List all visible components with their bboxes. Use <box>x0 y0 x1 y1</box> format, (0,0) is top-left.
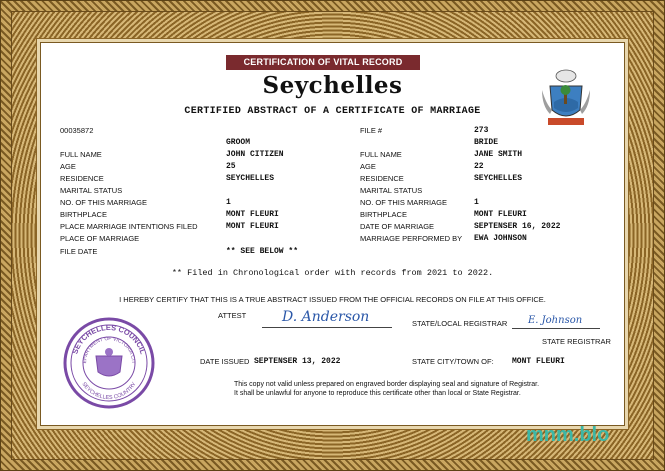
groom-label: FULL NAME <box>60 150 102 159</box>
town-value: MONT FLEURI <box>512 357 565 366</box>
bride-heading: BRIDE <box>474 138 499 147</box>
town-label: STATE CITY/TOWN OF: <box>412 357 494 366</box>
certificate-heading: CERTIFIED ABSTRACT OF A CERTIFICATE OF MARRIAGE <box>184 106 481 117</box>
file-value: 273 <box>474 126 489 135</box>
bride-label: MARRIAGE PERFORMED BY <box>360 234 463 243</box>
groom-value: MONT FLEURI <box>226 222 279 231</box>
groom-value: MONT FLEURI <box>226 210 279 219</box>
seal-outer-text: SEYCHELLES COUNCIL <box>70 322 148 356</box>
groom-value: 1 <box>226 198 231 207</box>
local-registrar-label: STATE/LOCAL REGISTRAR <box>412 319 508 328</box>
groom-value: ** SEE BELOW ** <box>226 247 299 256</box>
groom-value: JOHN CITIZEN <box>226 150 284 159</box>
chronological-note: ** Filed in Chronological order with records from 2021 to 2022. <box>171 268 494 278</box>
certification-banner: CERTIFICATION OF VITAL RECORD <box>226 55 420 70</box>
bride-label: BIRTHPLACE <box>360 210 407 219</box>
certificate-number: 00035872 <box>60 126 94 135</box>
state-signature: E. Johnson <box>528 315 583 326</box>
country-title: Seychelles <box>262 72 403 99</box>
bride-value: MONT FLEURI <box>474 210 527 219</box>
bride-value: JANE SMITH <box>474 150 523 159</box>
bride-value: EWA JOHNSON <box>474 234 527 243</box>
date-issued-label: DATE ISSUED <box>200 357 250 366</box>
certification-statement: I HEREBY CERTIFY THAT THIS IS A TRUE ABSTRACT ISSUED FROM THE OFFICIAL RECORDS ON FILE AT THIS OFFICE. <box>119 295 546 304</box>
coat-of-arms-icon <box>540 68 592 130</box>
groom-label: PLACE MARRIAGE INTENTIONS FILED <box>60 222 198 231</box>
bride-value: 1 <box>474 198 479 207</box>
bride-value: SEPTENSER 16, 2022 <box>474 222 561 231</box>
bride-value: 22 <box>474 162 484 171</box>
groom-label: RESIDENCE <box>60 174 104 183</box>
bride-label: DATE OF MARRIAGE <box>360 222 435 231</box>
bride-label: AGE <box>360 162 376 171</box>
groom-label: PLACE OF MARRIAGE <box>60 234 140 243</box>
svg-text:SEYCHELLES COUNTRY <box>80 381 137 401</box>
groom-label: AGE <box>60 162 76 171</box>
bride-label: MARITAL STATUS <box>360 186 423 195</box>
reproduction-notice: It shall be unlawful for anyone to reproduce this certificate other than local or State Registrar. <box>234 390 521 397</box>
groom-heading: GROOM <box>226 138 251 147</box>
file-label: FILE # <box>360 126 383 135</box>
bride-value: SEYCHELLES <box>474 174 523 183</box>
bride-label: RESIDENCE <box>360 174 404 183</box>
attest-label: ATTEST <box>218 311 247 320</box>
seal-bottom-text: SEYCHELLES COUNTRY <box>80 381 138 402</box>
official-seal <box>62 316 156 410</box>
groom-value: 25 <box>226 162 236 171</box>
state-registrar-label: STATE REGISTRAR <box>542 337 611 346</box>
seal-inner-text: EPARTMENT OF VICTORIA CIT <box>81 335 137 364</box>
groom-label: FILE DATE <box>60 247 98 256</box>
groom-label: NO. OF THIS MARRIAGE <box>60 198 147 207</box>
attest-signature: D. Anderson <box>282 309 370 325</box>
date-issued-value: SEPTENSER 13, 2022 <box>254 357 341 366</box>
bride-label: NO. OF THIS MARRIAGE <box>360 198 447 207</box>
state-signature-line <box>512 328 600 329</box>
watermark-text: mnm.blo <box>526 424 610 446</box>
groom-label: BIRTHPLACE <box>60 210 107 219</box>
validity-notice: This copy not valid unless prepared on engraved border displaying seal and signature of Registrar. <box>234 381 540 388</box>
bride-label: FULL NAME <box>360 150 402 159</box>
attest-signature-line <box>262 327 392 328</box>
groom-value: SEYCHELLES <box>226 174 275 183</box>
groom-label: MARITAL STATUS <box>60 186 123 195</box>
